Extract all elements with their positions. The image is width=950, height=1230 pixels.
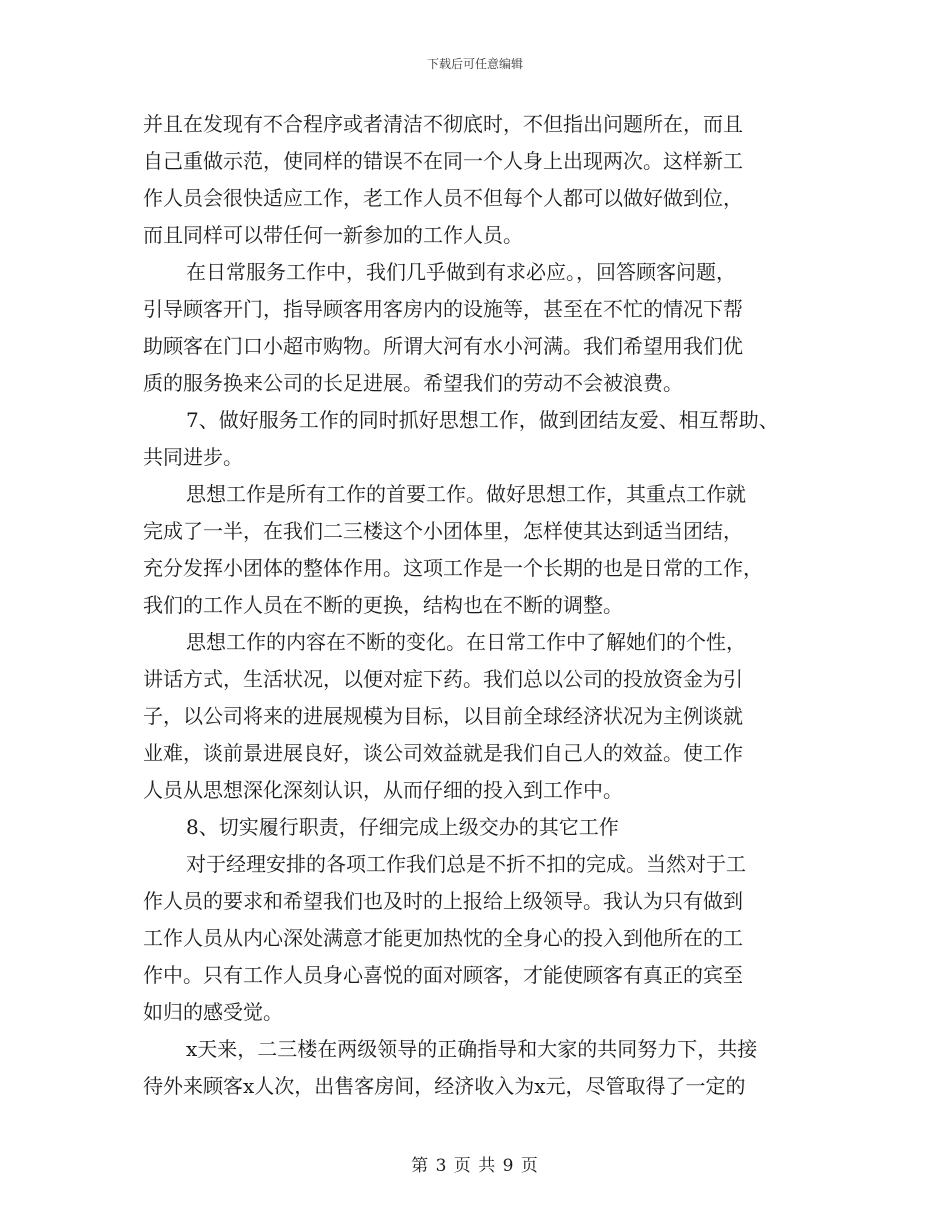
page-header: 下载后可任意编辑: [426, 57, 523, 71]
text-line: 完成了一半，在我们二三楼这个小团体里，怎样使其达到适当团结，: [143, 519, 743, 543]
text-line: 我们的工作人员在不断的更换，结构也在不断的调整。: [143, 593, 623, 617]
text-line: 共同进步。: [143, 445, 243, 469]
text-line: 思想工作的内容在不断的变化。在日常工作中了解她们的个性，: [186, 630, 746, 654]
section-heading-8: 8、切实履行职责，仔细完成上级交办的其它工作: [186, 815, 619, 839]
text-line: 对于经理安排的各项工作我们总是不折不扣的完成。当然对于工: [186, 852, 746, 876]
text-line: 业难，谈前景进展良好，谈公司效益就是我们自己人的效益。使工作: [143, 741, 743, 765]
text-line: 在日常服务工作中，我们几乎做到有求必应。，回答顾客问题，: [186, 260, 736, 284]
text-line: 作人员会很快适应工作，老工作人员不但每个人都可以做好做到位，: [143, 186, 743, 210]
document-body: [143, 106, 833, 1105]
text-line: 子，以公司将来的进展规模为目标，以目前全球经济状况为主例谈就: [143, 704, 743, 728]
text-line: 如归的感受觉。: [143, 1000, 283, 1024]
text-line: 充分发挥小团体的整体作用。这项工作是一个长期的也是日常的工作，: [143, 556, 763, 580]
text-line: 助顾客在门口小超市购物。所谓大河有水小河满。我们希望用我们优: [143, 334, 743, 358]
page-number: 第 3 页 共 9 页: [411, 1156, 539, 1176]
text-line: 引导顾客开门，指导顾客用客房内的设施等，甚至在不忙的情况下帮: [143, 297, 743, 321]
section-heading-7: 7、做好服务工作的同时抓好思想工作，做到团结友爱、相互帮助、: [186, 408, 779, 432]
text-line: 待外来顾客x人次，出售客房间，经济收入为x元，尽管取得了一定的: [143, 1074, 746, 1098]
text-line: 作人员的要求和希望我们也及时的上报给上级领导。我认为只有做到: [143, 889, 743, 913]
text-line: 作中。只有工作人员身心喜悦的面对顾客，才能使顾客有真正的宾至: [143, 963, 743, 987]
text-line: x天来，二三楼在两级领导的正确指导和大家的共同努力下，共接: [186, 1037, 758, 1061]
text-line: 人员从思想深化深刻认识，从而仔细的投入到工作中。: [143, 778, 623, 802]
text-line: 思想工作是所有工作的首要工作。做好思想工作，其重点工作就: [186, 482, 746, 506]
text-line: 并且在发现有不合程序或者清洁不彻底时，不但指出问题所在，而且: [143, 112, 743, 136]
text-line: 工作人员从内心深处满意才能更加热忱的全身心的投入到他所在的工: [143, 926, 743, 950]
text-line: 质的服务换来公司的长足进展。希望我们的劳动不会被浪费。: [143, 371, 683, 395]
text-line: 自己重做示范，使同样的错误不在同一个人身上出现两次。这样新工: [143, 149, 743, 173]
text-line: 讲话方式，生活状况，以便对症下药。我们总以公司的投放资金为引: [143, 667, 743, 691]
text-line: 而且同样可以带任何一新参加的工作人员。: [143, 223, 523, 247]
